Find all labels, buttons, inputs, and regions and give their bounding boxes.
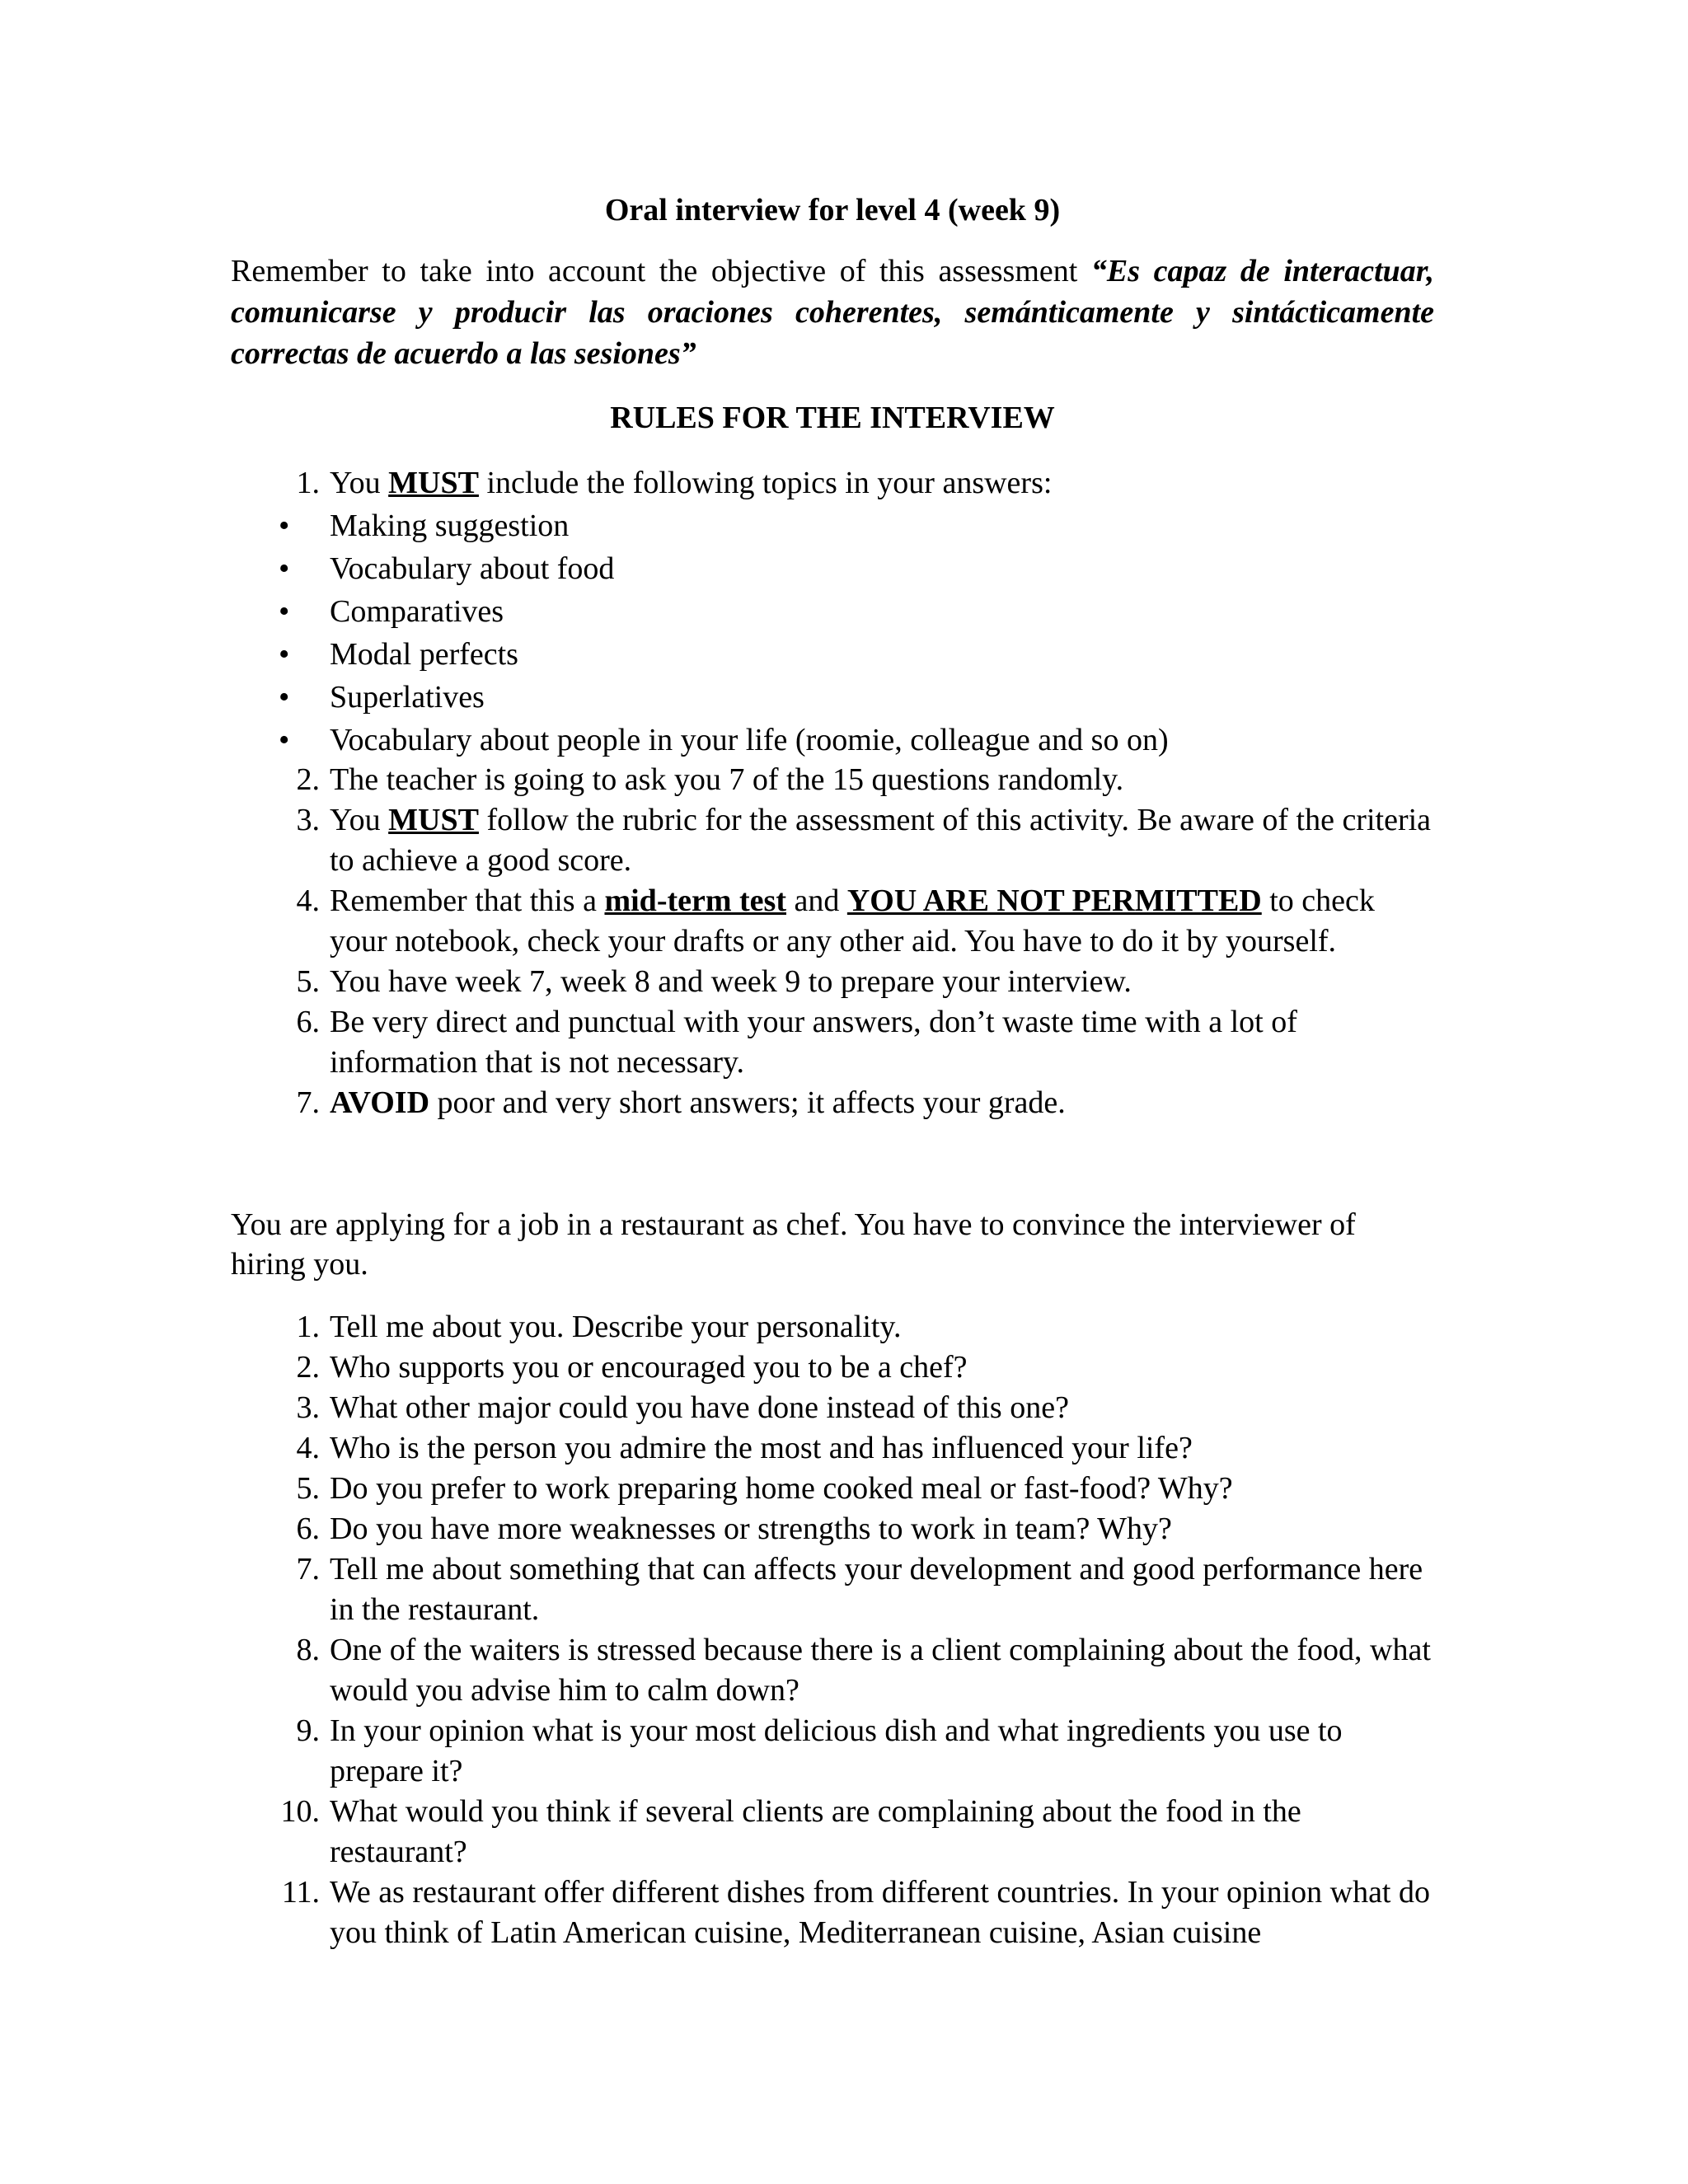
question-item: 3. What other major could you have done instead of this one? — [296, 1390, 1069, 1425]
topic-item: • Making suggestion — [231, 504, 1434, 547]
rule-number: 1. — [296, 466, 320, 500]
rule-item-4: 4. Remember that this a mid-term test and YOU ARE NOT PERMITTED to check your notebook, check your drafts or any other aid. You have to do it by yourself. — [296, 883, 1375, 958]
bullet-icon: • — [279, 637, 290, 672]
question-item: 9. In your opinion what is your most delicious dish and what ingredients you use to prepare it? — [296, 1713, 1343, 1788]
bullet-icon: • — [279, 509, 290, 543]
objective-paragraph — [231, 251, 1434, 374]
document-title: Oral interview for level 4 (week 9) — [604, 193, 1061, 227]
rule-item-5: 5. You have week 7, week 8 and week 9 to prepare your interview. — [296, 964, 1132, 999]
question-item: 10. What would you think if several clients are complaining about the food in the restaurant? — [280, 1794, 1301, 1869]
topic-item: • Superlatives — [231, 676, 1434, 719]
rules-heading: RULES FOR THE INTERVIEW — [610, 401, 1055, 435]
bullet-icon: • — [279, 594, 290, 629]
rule-item-6: 6. Be very direct and punctual with your answers, don’t waste time with a lot of information that is not necessary. — [296, 1005, 1297, 1080]
rules-list-part2 — [231, 760, 1434, 1123]
questions-list — [231, 1307, 1434, 1953]
emphasis-must: MUST — [388, 803, 479, 837]
scenario-paragraph: You are applying for a job in a restaurant as chef. You have to convince the interviewer of hiring you. — [231, 1207, 1356, 1282]
question-item: 11. We as restaurant offer different dishes from different countries. In your opinion what do you think of Latin American cuisine, Mediterranean cuisine, Asian cuisine — [281, 1875, 1430, 1950]
emphasis-not-permitted: YOU ARE NOT PERMITTED — [846, 883, 1262, 918]
topic-item: • Vocabulary about food — [231, 547, 1434, 590]
rule-item-2: 2. The teacher is going to ask you 7 of the 15 questions randomly. — [296, 762, 1124, 797]
emphasis-must: MUST — [388, 466, 479, 500]
question-item: 6. Do you have more weaknesses or strengths to work in team? Why? — [296, 1511, 1172, 1546]
objective-intro: Remember to take into account the objective of this assessment — [231, 254, 1091, 288]
bullet-icon: • — [279, 723, 290, 757]
bullet-icon: • — [279, 680, 290, 715]
question-item: 8. One of the waiters is stressed because there is a client complaining about the food, what would you advise him to calm down? — [296, 1633, 1431, 1708]
rule-item-3: 3. You MUST follow the rubric for the assessment of this activity. Be aware of the criteria to achieve a good score. — [296, 803, 1432, 878]
question-item: 5. Do you prefer to work preparing home cooked meal or fast-food? Why? — [296, 1471, 1233, 1506]
objective-quote: “Es capaz de interactuar, comunicarse y producir las oraciones coherentes, semánticamente y sintácticamente correctas de acuerdo a las sesiones” — [231, 254, 1434, 371]
question-item: 4. Who is the person you admire the most and has influenced your life? — [296, 1431, 1193, 1465]
emphasis-avoid: AVOID — [330, 1085, 430, 1120]
question-item: 1. Tell me about you. Describe your personality. — [296, 1310, 902, 1344]
question-item: 2. Who supports you or encouraged you to be a chef? — [296, 1350, 968, 1385]
rule-item-7: 7. AVOID poor and very short answers; it affects your grade. — [296, 1085, 1066, 1120]
question-item: 7. Tell me about something that can affects your development and good performance here in the restaurant. — [296, 1552, 1423, 1627]
topic-item: • Modal perfects — [231, 633, 1434, 676]
emphasis-mid-term-test: mid-term test — [604, 883, 786, 918]
rule-item-1: 1. You MUST include the following topics in your answers: — [231, 462, 1434, 504]
rules-list-part1 — [231, 462, 1434, 762]
topic-item: • Comparatives — [231, 590, 1434, 633]
topic-item: • Vocabulary about people in your life (roomie, colleague and so on) — [231, 719, 1434, 762]
bullet-icon: • — [279, 551, 290, 586]
